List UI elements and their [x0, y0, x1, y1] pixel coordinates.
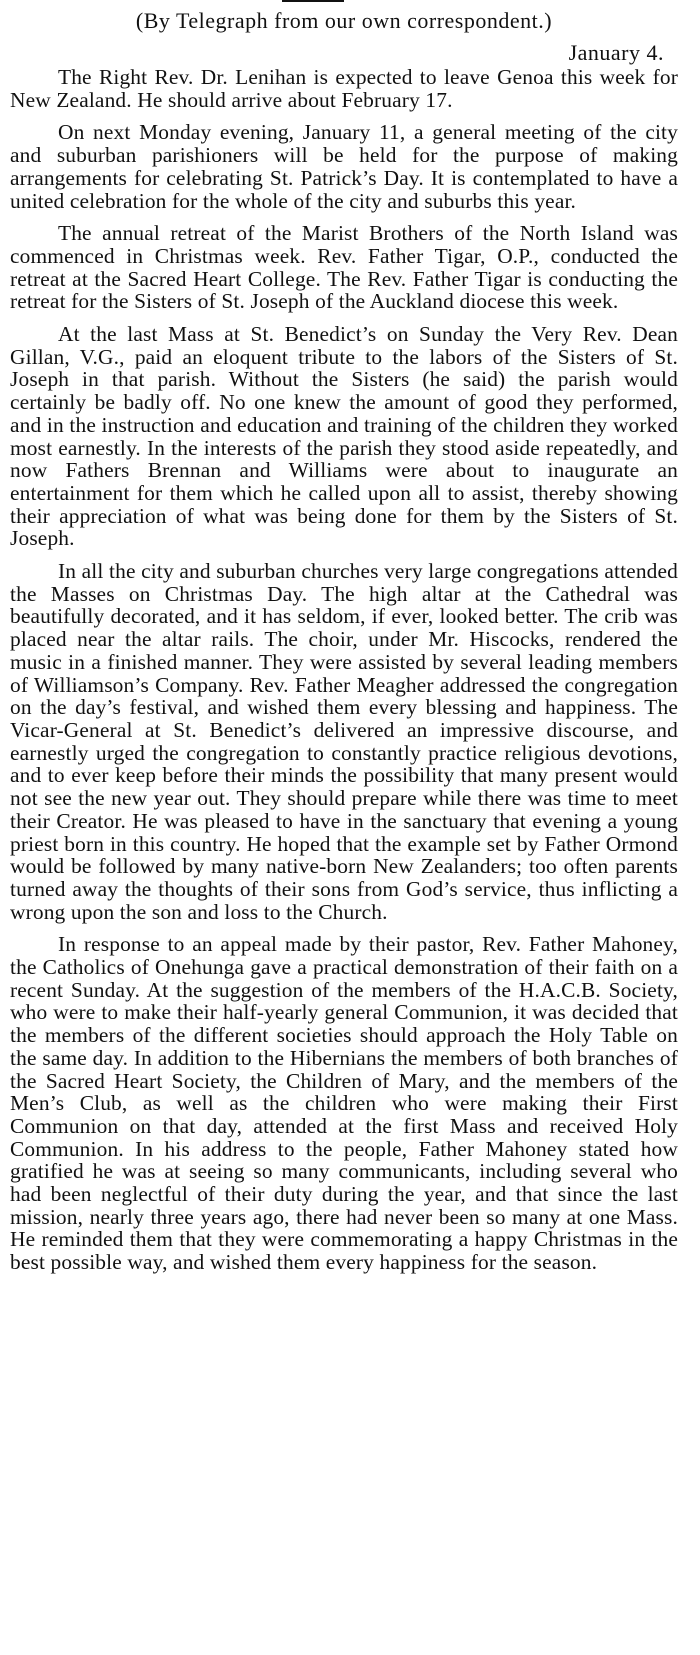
paragraph-st-patricks-meeting: On next Monday evening, January 11, a general meeting of the city and suburban parishioners will be held for the purpose of making arrangements for celebrating St. Patrick’s Day. It is contemplated to have a united celebration for the whole of the city and suburbs this year. [10, 120, 678, 213]
header-rule [282, 0, 344, 2]
paragraph-sisters-tribute: At the last Mass at St. Benedict’s on Sunday the Very Rev. Dean Gillan, V.G., paid an eloquent tribute to the labors of the Sisters of St. Joseph in that parish. Without the Sisters (he said) the parish would certainly be badly off. No one knew the amount of good they performed, and in the instruction and education and training of the children they worked most earnestly. In the interests of the parish they stood aside repeatedly, and now Fathers Brennan and Williams were about to inaugurate an entertainment for them which he called upon all to assist, thereby showing their appreciation of what was being done for them by the Sisters of St. Joseph. [10, 322, 678, 551]
paragraph-onehunga-communion: In response to an appeal made by their pastor, Rev. Father Mahoney, the Catholics of Onehunga gave a practical demonstration of their faith on a recent Sunday. At the suggestion of the members of the H.A.C.B. Society, who were to make their half-yearly general Communion, it was decided that the members of the different societies should approach the Holy Table on the same day. In addition to the Hibernians the members of both branches of the Sacred Heart Society, the Children of Mary, and the members of the Men’s Club, as well as the children who were making their First Communion on that day, attended at the first Mass and received Holy Communion. In his address to the people, Father Mahoney stated how gratified he was at seeing so many communicants, including several who had been neglectful of their duty during the year, and that since the last mission, nearly three years ago, there had never been so many at one Mass. He reminded them that they were commemorating a happy Christmas in the best possible way, and wished them every happiness for the season. [10, 932, 678, 1275]
article-body [10, 66, 678, 1274]
paragraph-bishop-return: The Right Rev. Dr. Lenihan is expected to leave Genoa this week for New Zealand. He should arrive about February 17. [10, 65, 678, 112]
dateline: January 4. [568, 40, 664, 65]
paragraph-christmas-masses: In all the city and suburban churches very large congregations attended the Masses on Christmas Day. The high altar at the Cathedral was beautifully decorated, and it has seldom, if ever, looked better. The crib was placed near the altar rails. The choir, under Mr. Hiscocks, rendered the music in a finished manner. They were assisted by several leading members of Williamson’s Company. Rev. Father Meagher addressed the congregation on the day’s festival, and wished them every blessing and happiness. The Vicar-General at St. Benedict’s delivered an impressive discourse, and earnestly urged the congregation to constantly practice religious devotions, and to ever keep before their minds the possibility that many present would not see the new year out. They should prepare while there was time to meet their Creator. He was pleased to have in the sanctuary that evening a young priest born in this country. He hoped that the example set by Father Ormond would be followed by many native-born New Zealanders; too often parents turned away the thoughts of their sons from God’s service, thus inflicting a wrong upon the son and loss to the Church. [10, 559, 678, 924]
byline: (By Telegraph from our own correspondent.) [135, 8, 553, 33]
paragraph-marist-retreat: The annual retreat of the Marist Brothers of the North Island was commenced in Christmas week. Rev. Father Tigar, O.P., conducted the retreat at the Sacred Heart College. The Rev. Father Tigar is conducting the retreat for the Sisters of St. Joseph of the Auckland diocese this week. [10, 221, 678, 314]
